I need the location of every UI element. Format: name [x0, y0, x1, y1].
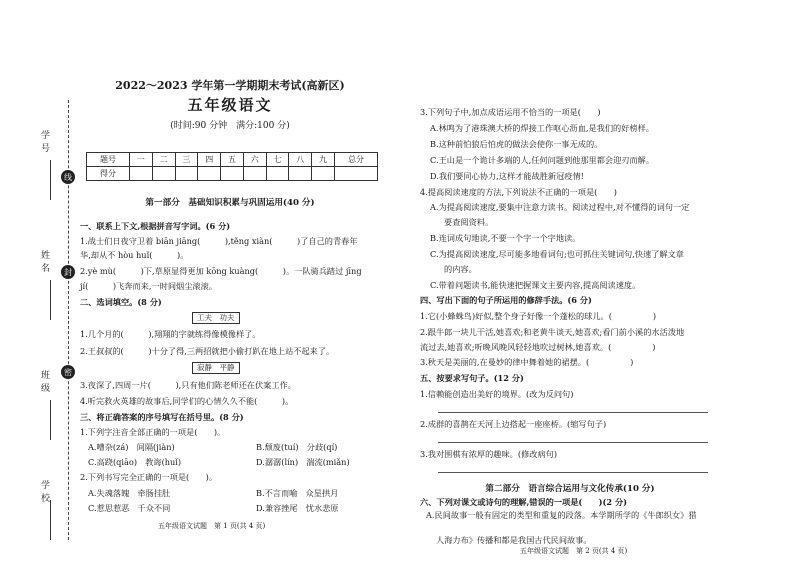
score-cell: 七 — [266, 153, 289, 167]
question-2-line: 4.听完救火英雄的故事后,同学们的心情久久不能( )。 — [80, 396, 294, 406]
right-column — [420, 0, 720, 561]
part1-heading: 第一部分 基础知识积累与巩固运用(40 分) — [145, 198, 315, 208]
option-d: D.潺潺(lín) 湍流(miǎn) — [256, 457, 350, 467]
question-2-line: 1.几个月的( ),翔翔的字就练得像模像样了。 — [80, 329, 261, 339]
option-a: A.林鸣为了港珠澳大桥的焊接工作呕心沥血,是我们的好榜样。 — [430, 123, 654, 133]
question-2-line: 2.王叔叔的( )十分了得,三两招就把小偷打趴在地上站不起来了。 — [80, 346, 335, 356]
exam-time: (时间:90 分钟 满分:100 分) — [170, 121, 290, 131]
question-5-line: 3.我对围棋有浓厚的趣味。(修改病句) — [420, 449, 558, 459]
option-a-cont: 要查阅资料。 — [444, 217, 494, 227]
question-1-line: 1.战士们日夜守卫着 biān jiāng( ),těng xiàn( )了自己的青春年 — [80, 236, 358, 246]
option-c: C.惹思惹恶 千众不同 — [88, 503, 171, 513]
score-row-label: 得分 — [87, 167, 130, 181]
question-1-line: jí( )飞奔而来,一时间烟尘滚滚。 — [80, 281, 217, 291]
question-5-line: 1.信赖能创造出美好的境界。(改为反问句) — [420, 389, 574, 399]
question-4-line: 2.跟牛郎一块儿干活,她喜欢;和老黄牛谈天,她喜欢;看门前小溪的水活泼地 — [420, 327, 685, 337]
option-b: B.连词成句地读,不要一个字一个字地读。 — [430, 233, 581, 243]
cut-mark-1: 线 — [61, 170, 75, 184]
student-id-field[interactable] — [50, 160, 51, 200]
cut-mark-3: 密 — [61, 365, 75, 379]
option-b: B.颓废(tuí) 分歧(qí) — [256, 442, 338, 452]
option-a: A.嘈杂(zá) 间隔(jiàn) — [88, 442, 175, 452]
question-3-prompt: 2.下列书写完全正确的一项是( )。 — [80, 472, 218, 482]
school-field[interactable] — [50, 500, 51, 540]
question-2-line: 3.夜深了,四周一片( ),只有他们陈老师还在伏案工作。 — [80, 380, 296, 390]
option-a: A.失魂落魄 牵肠挂肚 — [88, 488, 171, 498]
question-4-line: 1.它(小蜂蛛鸟)好似,整个身子好像一个蓬松的球儿。( ) — [420, 311, 657, 321]
score-header-row — [87, 153, 378, 167]
option-a: A.民间故事一般有固定的类型和重复的段落。本学期所学的《牛郎织女》猎 — [426, 510, 697, 520]
exam-subject: 五年级语文 — [187, 96, 273, 114]
score-input[interactable] — [334, 167, 377, 181]
word-choice-box: 寂静 平静 — [192, 362, 240, 374]
score-cell: 总分 — [334, 153, 377, 167]
page-footer: 五年级语文试题 第 2 页(共 4 页) — [520, 547, 628, 555]
score-input[interactable] — [266, 167, 289, 181]
option-b: B.这种前怕狼后怕虎的做法会使你一事无成的。 — [430, 139, 603, 149]
question-1-line: 2.yè mù( )下,草原显得更加 kōng kuàng( )。一队骑兵踏过 jīng — [80, 266, 362, 276]
question-4-heading: 四、写出下面的句子所运用的修辞手法。(6 分) — [420, 295, 592, 305]
score-cell: 一 — [130, 153, 153, 167]
score-cell: 八 — [289, 153, 312, 167]
option-d: C.带着问题读书,能快速把握课文主要内容,提高阅读速度。 — [430, 280, 641, 290]
question-2-heading: 二、选词填空。(8 分) — [80, 297, 162, 307]
score-input[interactable] — [221, 167, 244, 181]
question-3-heading: 三、将正确答案的序号填写在括号里。(8 分) — [80, 412, 244, 422]
score-cell: 三 — [175, 153, 198, 167]
school-label: 学校 — [39, 480, 49, 506]
part2-heading: 第二部分 语言综合运用与文化传承(10 分) — [485, 484, 655, 494]
score-input[interactable] — [152, 167, 175, 181]
question-1-heading: 一、联系上下文,根据拼音写字词。(6 分) — [80, 221, 231, 231]
class-field[interactable] — [50, 400, 51, 440]
name-field[interactable] — [50, 280, 51, 320]
option-c: C.王山是一个诡计多端的人,任何问题到他那里都会迎刃而解。 — [430, 155, 655, 165]
answer-line[interactable] — [438, 472, 708, 473]
option-c-cont: 的内容。 — [444, 264, 477, 274]
score-cell: 九 — [312, 153, 335, 167]
score-value-row — [87, 167, 378, 181]
score-input[interactable] — [130, 167, 153, 181]
cut-mark-2: 封 — [61, 265, 75, 279]
score-input[interactable] — [175, 167, 198, 181]
score-cell: 二 — [152, 153, 175, 167]
score-input[interactable] — [198, 167, 221, 181]
score-cell: 四 — [198, 153, 221, 167]
score-cell: 题号 — [87, 153, 130, 167]
option-d: D.兼容挫尾 忧水悲原 — [256, 503, 339, 513]
name-label: 姓名 — [39, 250, 49, 276]
option-a: A.为提高阅读速度,要集中注意力读书。阅读过程中,对不懂得的词句一定 — [430, 202, 690, 212]
answer-line[interactable] — [438, 442, 708, 443]
score-input[interactable] — [243, 167, 266, 181]
score-input[interactable] — [312, 167, 335, 181]
question-3-3-prompt: 3.下列句子中,加点成语运用不恰当的一项是( ) — [420, 107, 601, 117]
option-d: D.我们要同心协力,这样才能战胜新冠疫情! — [430, 171, 584, 181]
word-choice-box: 工夫 功夫 — [192, 312, 240, 324]
option-c: C.高跷(qiāo) 教诲(huǐ) — [88, 457, 182, 467]
question-4-line: 流过去,她喜欢;听晚风晚风轻轻地吹过树林,她喜欢。( ) — [420, 342, 656, 352]
question-6-heading: 六、下列对课文或诗句的理解,错误的一项是( )(2 分) — [420, 497, 628, 507]
question-5-line: 2.成群的喜鹊在天河上边搭起一座座桥。(缩写句子) — [420, 419, 607, 429]
exam-title: 2022～2023 学年第一学期期末考试(高新区) — [115, 79, 345, 92]
class-label: 班级 — [39, 370, 49, 396]
question-3-prompt: 1.下列字注音全部正确的一项是( )。 — [80, 427, 226, 437]
question-5-heading: 五、按要求写句子。(12 分) — [420, 373, 524, 383]
option-b: B.不言而喻 众星拱月 — [256, 488, 339, 498]
answer-line[interactable] — [438, 412, 708, 413]
question-1-line: 华,却从不 hòu huǐ( )。 — [80, 250, 189, 260]
score-table — [86, 152, 378, 181]
question-3-4-prompt: 4.提高阅读速度的方法,下列说法不正确的一项是( ) — [420, 187, 617, 197]
question-4-line: 3.秋天是美丽的,在曼妙的律中舞着她的裙摆。( ) — [420, 357, 634, 367]
score-cell: 六 — [243, 153, 266, 167]
binding-dashed-line — [68, 100, 69, 540]
binding-margin — [6, 100, 80, 540]
option-a-cont: 人海力布》传播和都是我国古代民间故事。 — [436, 535, 592, 545]
score-cell: 五 — [221, 153, 244, 167]
student-id-label: 学号 — [39, 130, 49, 156]
page-footer: 五年级语文试题 第 1 页(共 4 页) — [158, 522, 266, 530]
score-input[interactable] — [289, 167, 312, 181]
option-c: C.为提高阅读速度,尽可能多地看词句;也可抓住关键词句,快速了解文章 — [430, 249, 684, 259]
left-column — [80, 0, 380, 561]
